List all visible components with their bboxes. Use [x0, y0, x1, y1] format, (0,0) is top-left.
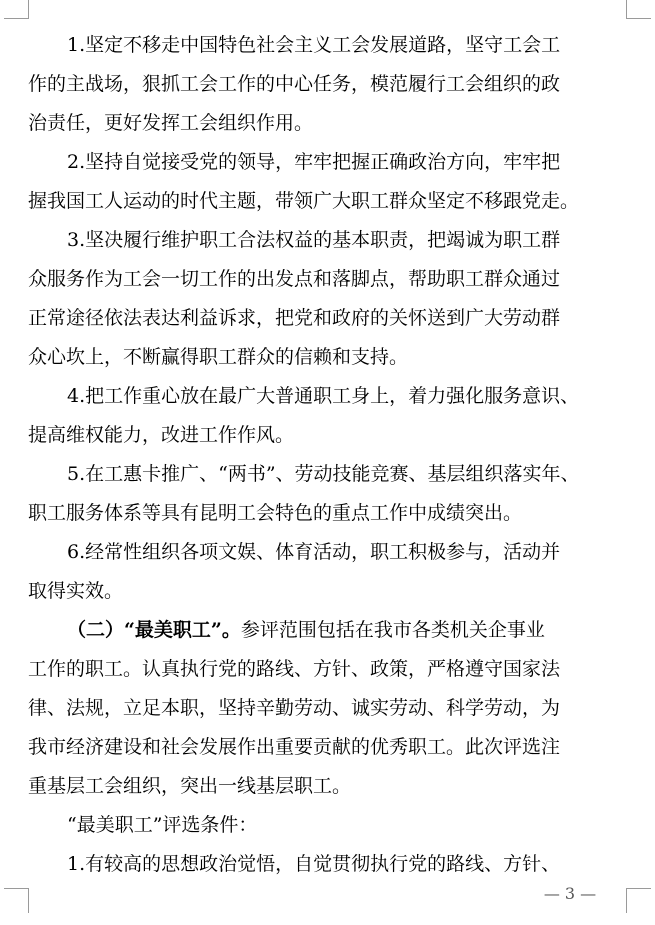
paragraph: [28, 806, 628, 845]
line-text: 握我国工人运动的时代主题，带领广大职工群众坚定不移跟党走。: [28, 190, 580, 212]
line-text: 律、法规，立足本职，坚持辛勤劳动、诚实劳动、科学劳动，为: [28, 697, 561, 719]
line-text: 众心坎上，不断赢得职工群众的信赖和支持。: [28, 346, 409, 368]
text-line: [28, 104, 628, 143]
paragraph: [28, 533, 628, 611]
text-line: [28, 65, 628, 104]
line-text: 6.经常性组织各项文娱、体育活动，职工积极参与，活动并: [67, 541, 561, 563]
text-line: [28, 611, 628, 650]
page-number: — 3 —: [543, 884, 597, 903]
line-text: 治责任，更好发挥工会组织作用。: [28, 112, 314, 134]
line-text: 正常途径依法表达利益诉求，把党和政府的关怀送到广大劳动群: [28, 307, 561, 329]
crop-mark-bottom-right: [626, 888, 651, 913]
text-line: [28, 455, 628, 494]
text-line: [28, 377, 628, 416]
crop-mark-top-left: [4, 0, 29, 19]
text-line: [28, 728, 628, 767]
text-line: [28, 221, 628, 260]
line-text: 2.坚持自觉接受党的领导，牢牢把握正确政治方向，牢牢把: [67, 151, 561, 173]
line-text: 作的主战场，狠抓工会工作的中心任务，模范履行工会组织的政: [28, 73, 561, 95]
text-line: [28, 26, 628, 65]
paragraph: [28, 845, 628, 884]
paragraph: [28, 221, 628, 377]
line-text: 4.把工作重心放在最广大普通职工身上，着力强化服务意识、: [67, 385, 580, 407]
paragraph: [28, 143, 628, 221]
line-text: 我市经济建设和社会发展作出重要贡献的优秀职工。此次评选注: [28, 736, 561, 758]
text-line: [28, 806, 628, 845]
text-line: [28, 689, 628, 728]
crop-mark-bottom-left: [4, 888, 29, 913]
line-text: 工作的职工。认真执行党的路线、方针、政策，严格遵守国家法: [28, 658, 561, 680]
section-heading: （二）“最美职工”。: [67, 619, 241, 641]
document-body: [28, 26, 628, 884]
text-line: [28, 416, 628, 455]
line-text: 重基层工会组织，突出一线基层职工。: [28, 775, 352, 797]
paragraph: [28, 377, 628, 455]
paragraph: [28, 455, 628, 533]
text-line: [28, 260, 628, 299]
paragraph: [28, 611, 628, 806]
text-line: [28, 767, 628, 806]
text-line: [28, 299, 628, 338]
paragraph: [28, 26, 628, 143]
line-text: 3.坚决履行维护职工合法权益的基本职责，把竭诚为职工群: [67, 229, 561, 251]
line-text: 取得实效。: [28, 580, 124, 602]
text-line: [28, 182, 628, 221]
crop-mark-top-right: [626, 0, 651, 19]
line-text: 1.坚定不移走中国特色社会主义工会发展道路，坚守工会工: [67, 34, 561, 56]
text-line: [28, 494, 628, 533]
line-text: 1.有较高的思想政治觉悟，自觉贯彻执行党的路线、方针、: [67, 853, 561, 875]
line-text: 职工服务体系等具有昆明工会特色的重点工作中成绩突出。: [28, 502, 523, 524]
line-text: 众服务作为工会一切工作的出发点和落脚点，帮助职工群众通过: [28, 268, 561, 290]
line-text: 参评范围包括在我市各类机关企事业: [240, 619, 545, 641]
text-line: [28, 338, 628, 377]
line-text: 5.在工惠卡推广、“两书”、劳动技能竞赛、基层组织落实年、: [67, 463, 580, 485]
text-line: [28, 533, 628, 572]
text-line: [28, 572, 628, 611]
text-line: [28, 845, 628, 884]
line-text: “最美职工”评选条件：: [67, 814, 258, 836]
text-line: [28, 650, 628, 689]
text-line: [28, 143, 628, 182]
line-text: 提高维权能力，改进工作作风。: [28, 424, 295, 446]
